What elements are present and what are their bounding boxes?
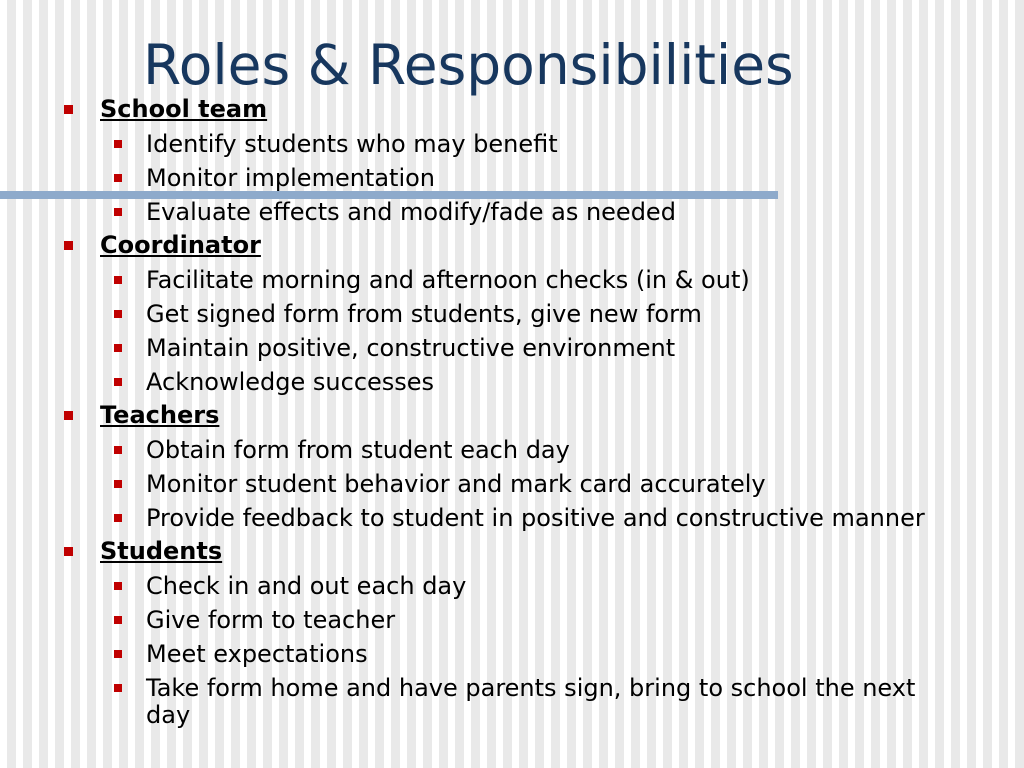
list-item-label: Obtain form from student each day [146, 436, 570, 464]
square-bullet-icon [114, 616, 122, 624]
section-heading-students [0, 534, 1024, 568]
list-item-label: Evaluate effects and modify/fade as needed [146, 198, 676, 226]
list-item-label: Provide feedback to student in positive and constructive manner [146, 504, 925, 532]
square-bullet-icon [114, 582, 122, 590]
square-bullet-icon [114, 650, 122, 658]
list-item-label: Monitor implementation [146, 164, 436, 192]
list-item [0, 126, 1024, 160]
list-item-label: Meet expectations [146, 640, 368, 668]
slide-title: Roles & Responsibilities [143, 33, 794, 97]
section-heading-school-team [0, 92, 1024, 126]
list-item-label: Monitor student behavior and mark card accurately [146, 470, 766, 498]
square-bullet-icon [114, 344, 122, 352]
square-bullet-icon [114, 140, 122, 148]
square-bullet-icon [64, 241, 73, 250]
list-item-label: Identify students who may benefit [146, 130, 558, 158]
section-heading-coordinator [0, 228, 1024, 262]
list-item-label: Acknowledge successes [146, 368, 435, 396]
list-item [0, 160, 1024, 194]
list-item-label: Take form home and have parents sign, bring to school the next day [146, 674, 916, 729]
list-item-label: Facilitate morning and afternoon checks (in & out) [146, 266, 750, 294]
square-bullet-icon [114, 514, 122, 522]
square-bullet-icon [114, 684, 122, 692]
list-item-label: Maintain positive, constructive environment [146, 334, 676, 362]
list-item [0, 296, 1024, 330]
bullet-list [0, 92, 1024, 731]
square-bullet-icon [114, 446, 122, 454]
square-bullet-icon [114, 310, 122, 318]
list-item [0, 670, 1024, 731]
list-item-label: Check in and out each day [146, 572, 467, 600]
square-bullet-icon [114, 378, 122, 386]
list-item [0, 194, 1024, 228]
square-bullet-icon [64, 411, 73, 420]
list-item [0, 500, 1024, 534]
square-bullet-icon [114, 174, 122, 182]
square-bullet-icon [64, 105, 73, 114]
section-heading-label: Students [100, 537, 223, 565]
square-bullet-icon [114, 276, 122, 284]
section-heading-label: Teachers [100, 401, 220, 429]
square-bullet-icon [114, 208, 122, 216]
square-bullet-icon [114, 480, 122, 488]
section-heading-label: Coordinator [100, 231, 261, 259]
list-item [0, 432, 1024, 466]
list-item-label: Get signed form from students, give new form [146, 300, 702, 328]
list-item [0, 602, 1024, 636]
section-heading-teachers [0, 398, 1024, 432]
square-bullet-icon [64, 547, 73, 556]
list-item [0, 568, 1024, 602]
list-item [0, 262, 1024, 296]
list-item [0, 636, 1024, 670]
list-item [0, 330, 1024, 364]
list-item [0, 466, 1024, 500]
list-item-label: Give form to teacher [146, 606, 396, 634]
list-item [0, 364, 1024, 398]
section-heading-label: School team [100, 95, 268, 123]
